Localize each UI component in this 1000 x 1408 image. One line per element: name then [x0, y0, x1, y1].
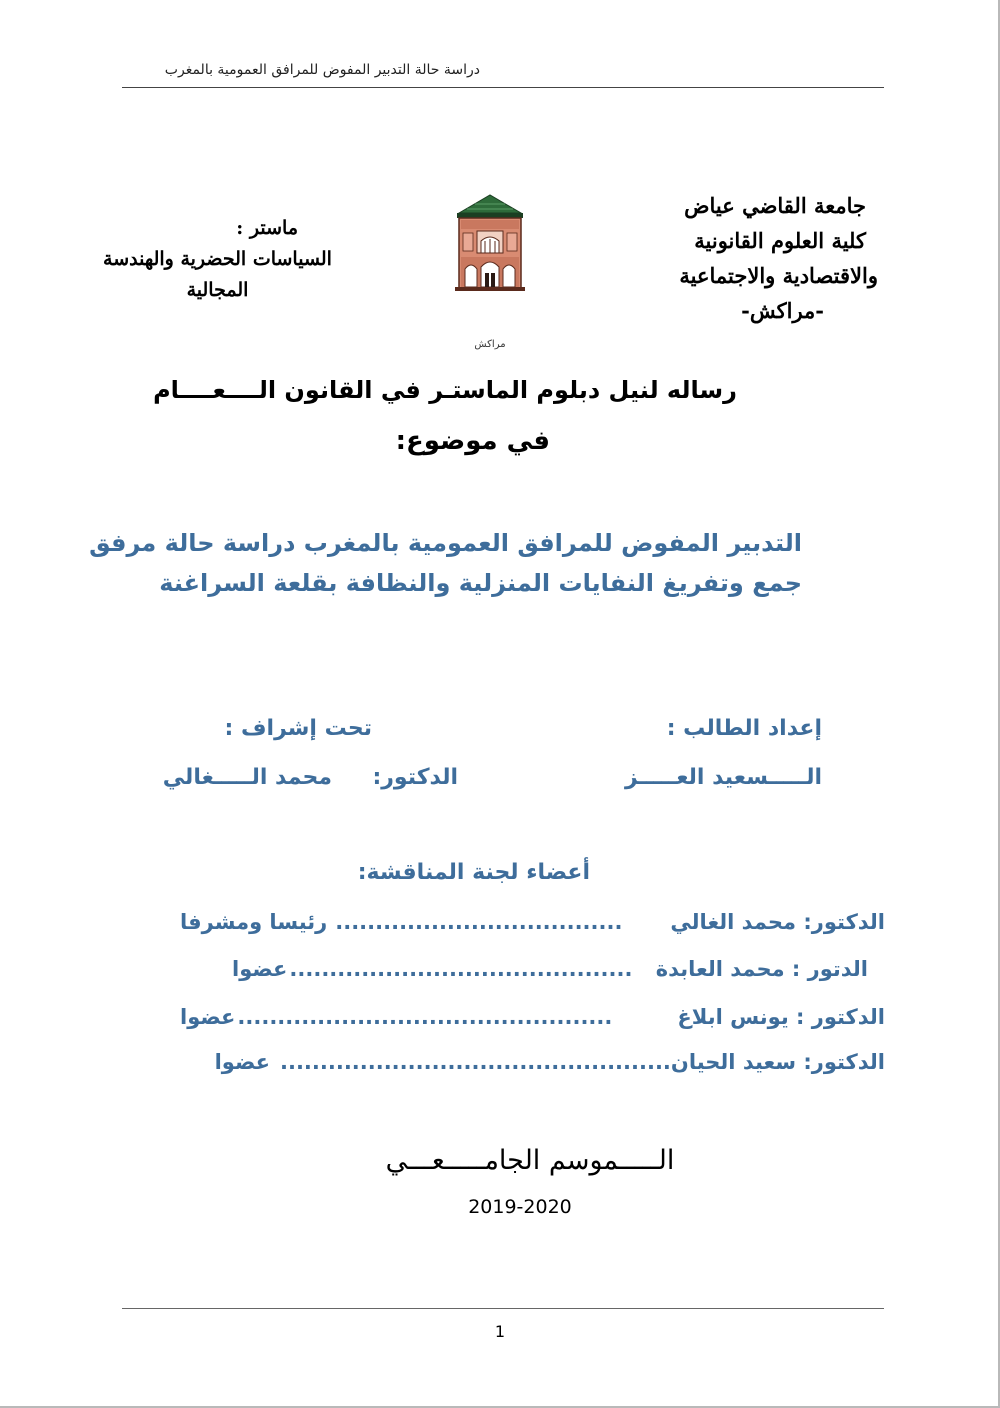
university-line-3: والاقتصادية والاجتماعية [679, 263, 878, 288]
committee-member-dots: ............................................... [237, 1005, 613, 1029]
thesis-title [89, 523, 802, 603]
master-label: ماستر : [236, 217, 298, 239]
page-number: 1 [494, 1322, 506, 1341]
committee-member-dots: ........................................... [289, 957, 633, 981]
committee-title: أعضاء لجنة المناقشة: [357, 860, 590, 885]
committee-member-role: عضوا [214, 1050, 270, 1074]
committee-member-dots: .................................... [335, 910, 623, 934]
supervisor-label: تحت إشراف : [224, 716, 372, 741]
committee-member-role-group [180, 910, 622, 934]
committee-member-role: رئيسا ومشرفا [180, 910, 328, 934]
subject-label: في موضوع: [395, 426, 550, 456]
committee-member-role: عضوا [180, 1005, 236, 1029]
supervisor-name: محمد الـــــغالي [162, 765, 332, 790]
university-line-1: جامعة القاضي عياض [684, 193, 866, 218]
logo-arc-text [415, 175, 421, 178]
running-header: دراسة حالة التدبير المفوض للمرافق العمومية بالمغرب [164, 62, 480, 78]
student-label: إعداد الطالب : [666, 716, 822, 741]
academic-year: 2019-2020 [468, 1196, 572, 1218]
committee-member-role: عضوا [232, 957, 288, 981]
committee-member-row [180, 1000, 885, 1034]
committee-member-name: الدكتور: محمد الغالي [670, 910, 885, 934]
committee-member-role-group [232, 957, 632, 981]
master-name-line-1: السياسات الحضرية والهندسة [103, 248, 332, 270]
committee-member-name: الدتور : محمد العابدة [655, 957, 868, 981]
committee-member-role-group [215, 1050, 671, 1074]
thesis-title-line-2: جمع وتفريغ النفايات المنزلية والنظافة بقلعة السراغنة [159, 569, 802, 597]
master-name-line-2: المجالية [186, 279, 249, 301]
committee-member-row [232, 952, 868, 986]
svg-text:كلية العلوم القانونية والاقتصا [415, 175, 419, 177]
academic-season-label: الـــــموسم الجامـــــعـــي [385, 1145, 675, 1176]
committee-member-name: الدكتور: سعيد الحيان [670, 1050, 885, 1074]
university-line-4: -مراكش- [741, 298, 824, 323]
logo-side-text [415, 175, 419, 177]
footer-rule [122, 1308, 884, 1309]
svg-text:جامعة القاضي عياض [415, 175, 421, 178]
university-line-2: كلية العلوم القانونية [694, 228, 866, 253]
supervisor-title: الدكتور: [372, 765, 458, 790]
committee-member-role-group [180, 1005, 612, 1029]
student-name: الـــــسعيد العـــــز [624, 765, 822, 790]
header-rule [122, 87, 884, 88]
committee-member-name: الدكتور : يونس ابلاغ [677, 1005, 885, 1029]
logo-bottom-text: مراكش [474, 339, 506, 350]
university-emblem-icon [415, 175, 565, 355]
university-block [578, 188, 878, 328]
committee-member-row [214, 1045, 885, 1079]
thesis-statement: رساله لنيل دبلوم الماستـر في القانون الــــعــــام [153, 376, 737, 404]
master-program-block [95, 213, 340, 306]
committee-member-row [180, 905, 885, 939]
thesis-title-line-1: التدبير المفوض للمرافق العمومية بالمغرب دراسة حالة مرفق [89, 529, 802, 557]
committee-member-dots: ................................................. [280, 1050, 671, 1074]
